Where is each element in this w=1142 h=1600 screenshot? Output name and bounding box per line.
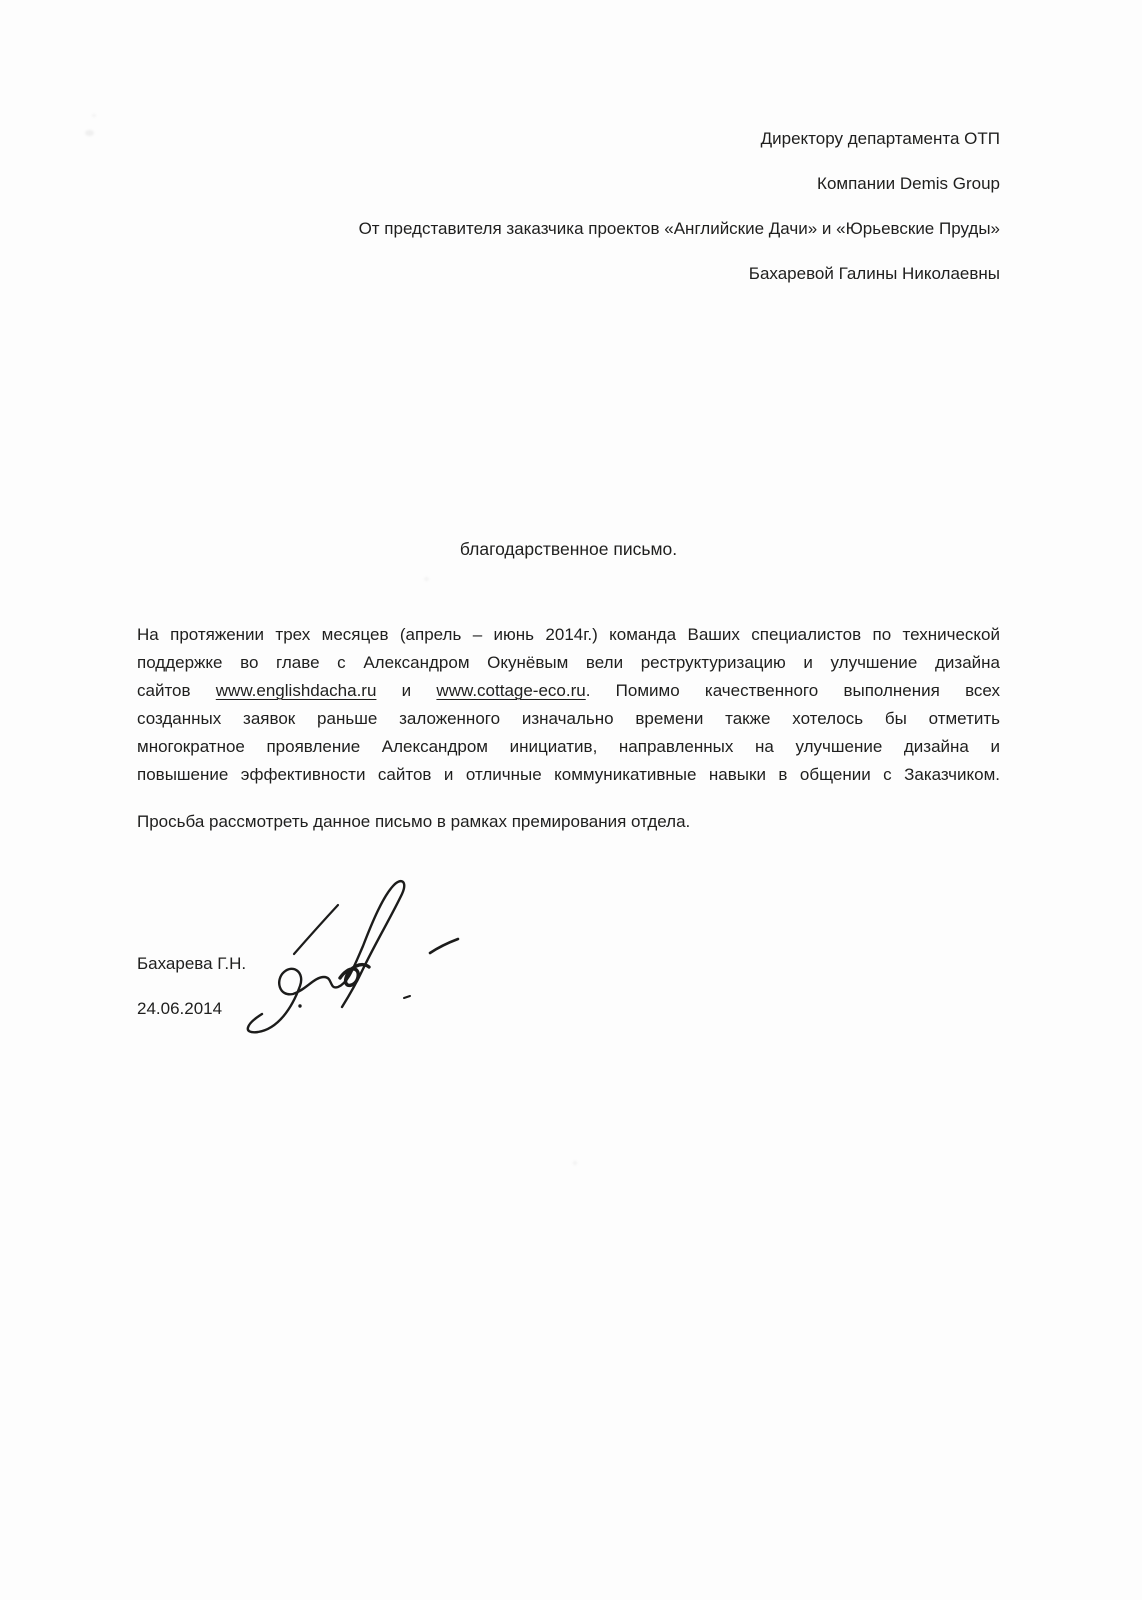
body-text: поддержке во главе с Александром Окунёвым вели реструктуризацию и улучшение дизайна <box>137 653 1000 672</box>
recipient-line-company: Компании Demis Group <box>817 174 1000 193</box>
scan-speck <box>92 114 96 117</box>
signer-name: Бахарева Г.Н. <box>137 954 247 973</box>
recipient-line-director: Директору департамента ОТП <box>760 129 1000 148</box>
url-englishdacha: www.englishdacha.ru <box>215 681 377 700</box>
recipient-block <box>359 116 1000 296</box>
body-text: сайтов <box>137 681 216 700</box>
scan-speck <box>85 130 94 136</box>
body-text: . Помимо качественного выполнения всех <box>585 681 1000 700</box>
closing-request-line: Просьба рассмотреть данное письмо в рамках премирования отдела. <box>137 812 691 831</box>
body-text: На протяжении трех месяцев (апрель – июнь 2014г.) команда Ваших специалистов по технической <box>137 625 1000 644</box>
scan-speck <box>573 1161 577 1165</box>
letter-title: благодарственное письмо. <box>459 539 678 559</box>
letter-body-paragraph <box>137 621 1000 789</box>
body-line <box>137 705 1000 733</box>
body-line <box>137 649 1000 677</box>
scan-speck <box>424 577 429 581</box>
body-line <box>137 761 1000 789</box>
handwritten-signature <box>232 856 472 1041</box>
body-line <box>137 677 1000 705</box>
body-text: созданных заявок раньше заложенного изначально времени также хотелось бы отметить <box>137 709 1000 728</box>
body-line <box>137 733 1000 761</box>
body-text: повышение эффективности сайтов и отличные коммуникативные навыки в общении с Заказчиком. <box>137 765 1000 784</box>
body-text: и <box>376 681 437 700</box>
recipient-line-from: От представителя заказчика проектов «Английские Дачи» и «Юрьевские Пруды» <box>358 219 1000 238</box>
signature-date: 24.06.2014 <box>137 999 223 1018</box>
url-cottage-eco: www.cottage-eco.ru <box>436 681 586 700</box>
body-text: многократное проявление Александром инициатив, направленных на улучшение дизайна и <box>137 737 1000 756</box>
recipient-line-sender-name: Бахаревой Галины Николаевны <box>748 264 1000 283</box>
body-line <box>137 621 1000 649</box>
